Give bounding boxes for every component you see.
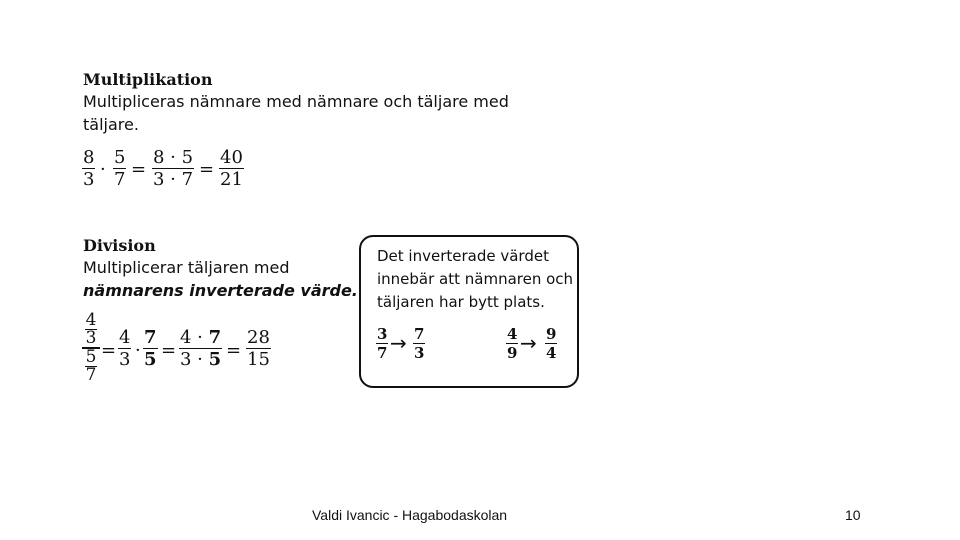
denominator-part: 3 ·	[180, 349, 209, 370]
division-text-line2: nämnarens inverterade värde.	[83, 281, 358, 300]
division-heading: Division	[83, 236, 156, 255]
compound-fraction	[82, 312, 100, 384]
callout-line3: täljaren har bytt plats.	[377, 293, 545, 311]
denominator: 15	[247, 349, 270, 370]
denominator: 3	[85, 328, 97, 348]
numerator: 8	[83, 147, 95, 168]
fraction	[219, 148, 244, 191]
denominator: 3	[119, 349, 131, 370]
denominator: 9	[507, 344, 518, 362]
numerator: 9	[546, 325, 557, 343]
fraction	[506, 325, 518, 362]
fraction	[85, 349, 98, 384]
fraction	[118, 328, 131, 371]
fraction	[85, 312, 98, 347]
multiplication-text-line2: täljare.	[83, 115, 139, 134]
fraction	[143, 328, 158, 371]
fraction	[179, 328, 222, 371]
fraction	[413, 325, 425, 362]
denominator: 3	[414, 344, 425, 362]
page-number: 10	[845, 507, 861, 523]
numerator: 3	[377, 325, 388, 343]
arrow-right-icon: →	[520, 331, 537, 355]
denominator: 21	[220, 169, 243, 190]
equals-sign: =	[101, 340, 117, 361]
denominator: 4	[546, 344, 557, 362]
equals-sign: =	[199, 159, 215, 180]
multiplication-text-line1: Multipliceras nämnare med nämnare och täljare med	[83, 92, 509, 111]
equals-sign: =	[161, 340, 177, 361]
numerator: 7	[414, 325, 425, 343]
fraction	[246, 328, 271, 371]
numerator: 28	[247, 327, 270, 348]
denominator: 3	[83, 169, 95, 190]
denominator: 7	[114, 169, 126, 190]
inverted-value-callout	[359, 235, 579, 388]
numerator-part-bold: 7	[208, 327, 222, 348]
arrow-right-icon: →	[390, 331, 407, 355]
fraction	[113, 148, 126, 191]
numerator	[179, 328, 222, 348]
fraction	[82, 148, 95, 191]
numerator: 5	[85, 347, 97, 367]
numerator: 40	[220, 147, 243, 168]
numerator: 7	[144, 327, 157, 348]
fraction	[152, 148, 194, 191]
multiplication-heading: Multiplikation	[83, 70, 213, 89]
equals-sign: =	[131, 159, 147, 180]
numerator: 4	[507, 325, 518, 343]
denominator: 3 · 7	[153, 169, 194, 190]
denominator-part-bold: 5	[208, 349, 222, 370]
callout-line1: Det inverterade värdet	[377, 247, 549, 265]
denominator: 7	[377, 344, 388, 362]
denominator	[179, 349, 222, 371]
division-text-line1: Multiplicerar täljaren med	[83, 258, 290, 277]
denominator: 7	[85, 365, 97, 385]
footer-author: Valdi Ivancic - Hagabodaskolan	[312, 507, 508, 523]
numerator: 4	[119, 327, 131, 348]
callout-line2: innebär att nämnaren och	[377, 270, 574, 288]
multiply-operator: ·	[135, 340, 141, 361]
numerator: 5	[114, 147, 126, 168]
numerator: 4	[85, 310, 97, 330]
fraction	[376, 325, 388, 362]
fraction	[545, 325, 557, 362]
multiply-operator: ·	[100, 159, 106, 180]
numerator-part: 4 ·	[180, 327, 209, 348]
equals-sign: =	[226, 340, 242, 361]
denominator: 5	[144, 349, 157, 370]
numerator: 8 · 5	[153, 147, 194, 168]
